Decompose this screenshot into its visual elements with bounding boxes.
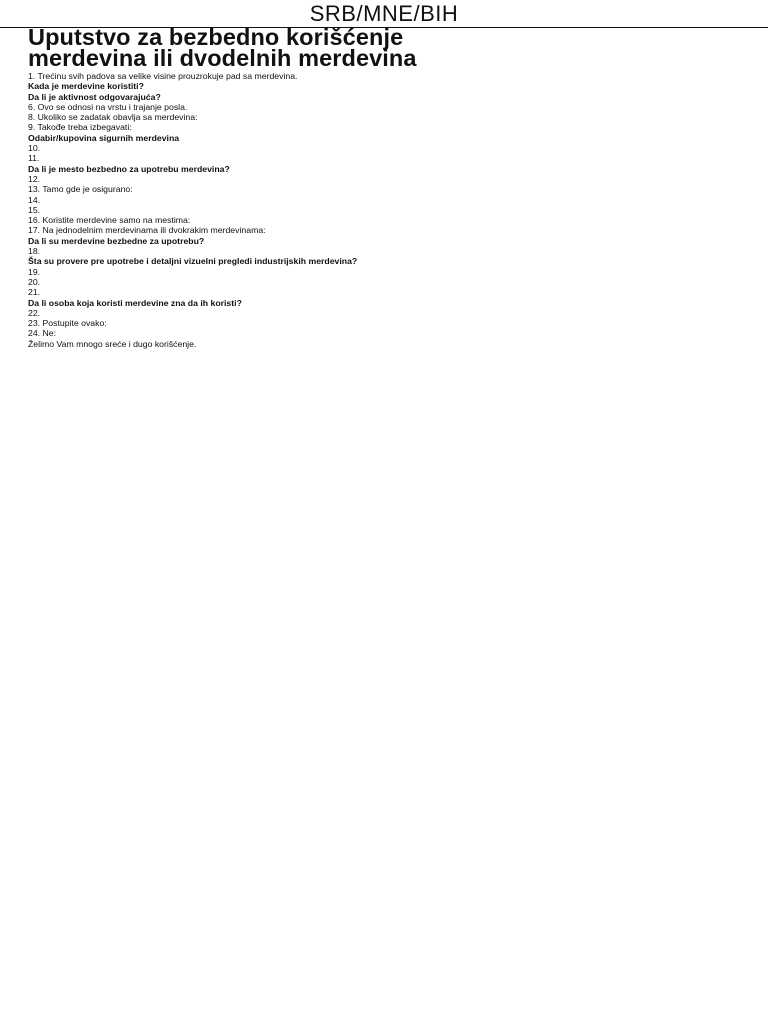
section-heading: Da li osoba koja koristi merdevine zna da ih koristi? (28, 297, 242, 308)
section-heading: Da li su merdevine bezbedne za upotrebu? (28, 235, 205, 246)
paragraph: 18. (28, 246, 41, 257)
paragraph: 15. (28, 204, 41, 215)
paragraph: 13. Tamo gde je osigurano: (28, 184, 133, 195)
paragraph: 20. (28, 276, 41, 287)
section-heading: Kada je merdevine koristiti? (28, 81, 144, 92)
section-heading: Da li je mesto bezbedno za upotrebu merdevina? (28, 163, 230, 174)
document-title-line-1: Uputstvo za bezbedno korišćenje (28, 24, 404, 50)
section-heading: Šta su provere pre upotrebe i detaljni vizuelni pregledi industrijskih merdevina? (28, 256, 358, 267)
paragraph: 11. (28, 153, 40, 164)
document-body (28, 71, 758, 349)
section-heading: Odabir/kupovina sigurnih merdevina (28, 132, 180, 143)
paragraph: Želimo Vam mnogo sreće i dugo korišćenje. (28, 338, 197, 349)
section-heading: Da li je aktivnost odgovarajuća? (28, 91, 161, 102)
paragraph: 17. Na jednodelnim merdevinama ili dvokrakim merdevinama: (28, 225, 266, 236)
document-title-line-2: merdevina ili dvodelnih merdevina (28, 45, 417, 71)
paragraph: 1. Trećinu svih padova sa velike visine prouzrokuje pad sa merdevina. (28, 71, 298, 81)
paragraph: 8. Ukoliko se zadatak obavlja sa merdevina: (28, 112, 198, 123)
paragraph: 24. Ne: (28, 328, 57, 339)
paragraph: 16. Koristite merdevine samo na mestima: (28, 215, 191, 226)
paragraph: 19. (28, 266, 41, 277)
paragraph: 9. Takođe treba izbegavati: (28, 122, 132, 133)
paragraph: 6. Ovo se odnosi na vrstu i trajanje posla. (28, 101, 188, 112)
paragraph: 12. (28, 173, 41, 184)
document-title (28, 24, 758, 71)
paragraph: 23. Postupite ovako: (28, 318, 107, 329)
paragraph: 22. (28, 307, 41, 318)
paragraph: 21. (28, 287, 41, 298)
paragraph: 14. (28, 194, 41, 205)
language-header: SRB/MNE/BIH (0, 0, 768, 28)
paragraph: 10. (28, 143, 41, 154)
